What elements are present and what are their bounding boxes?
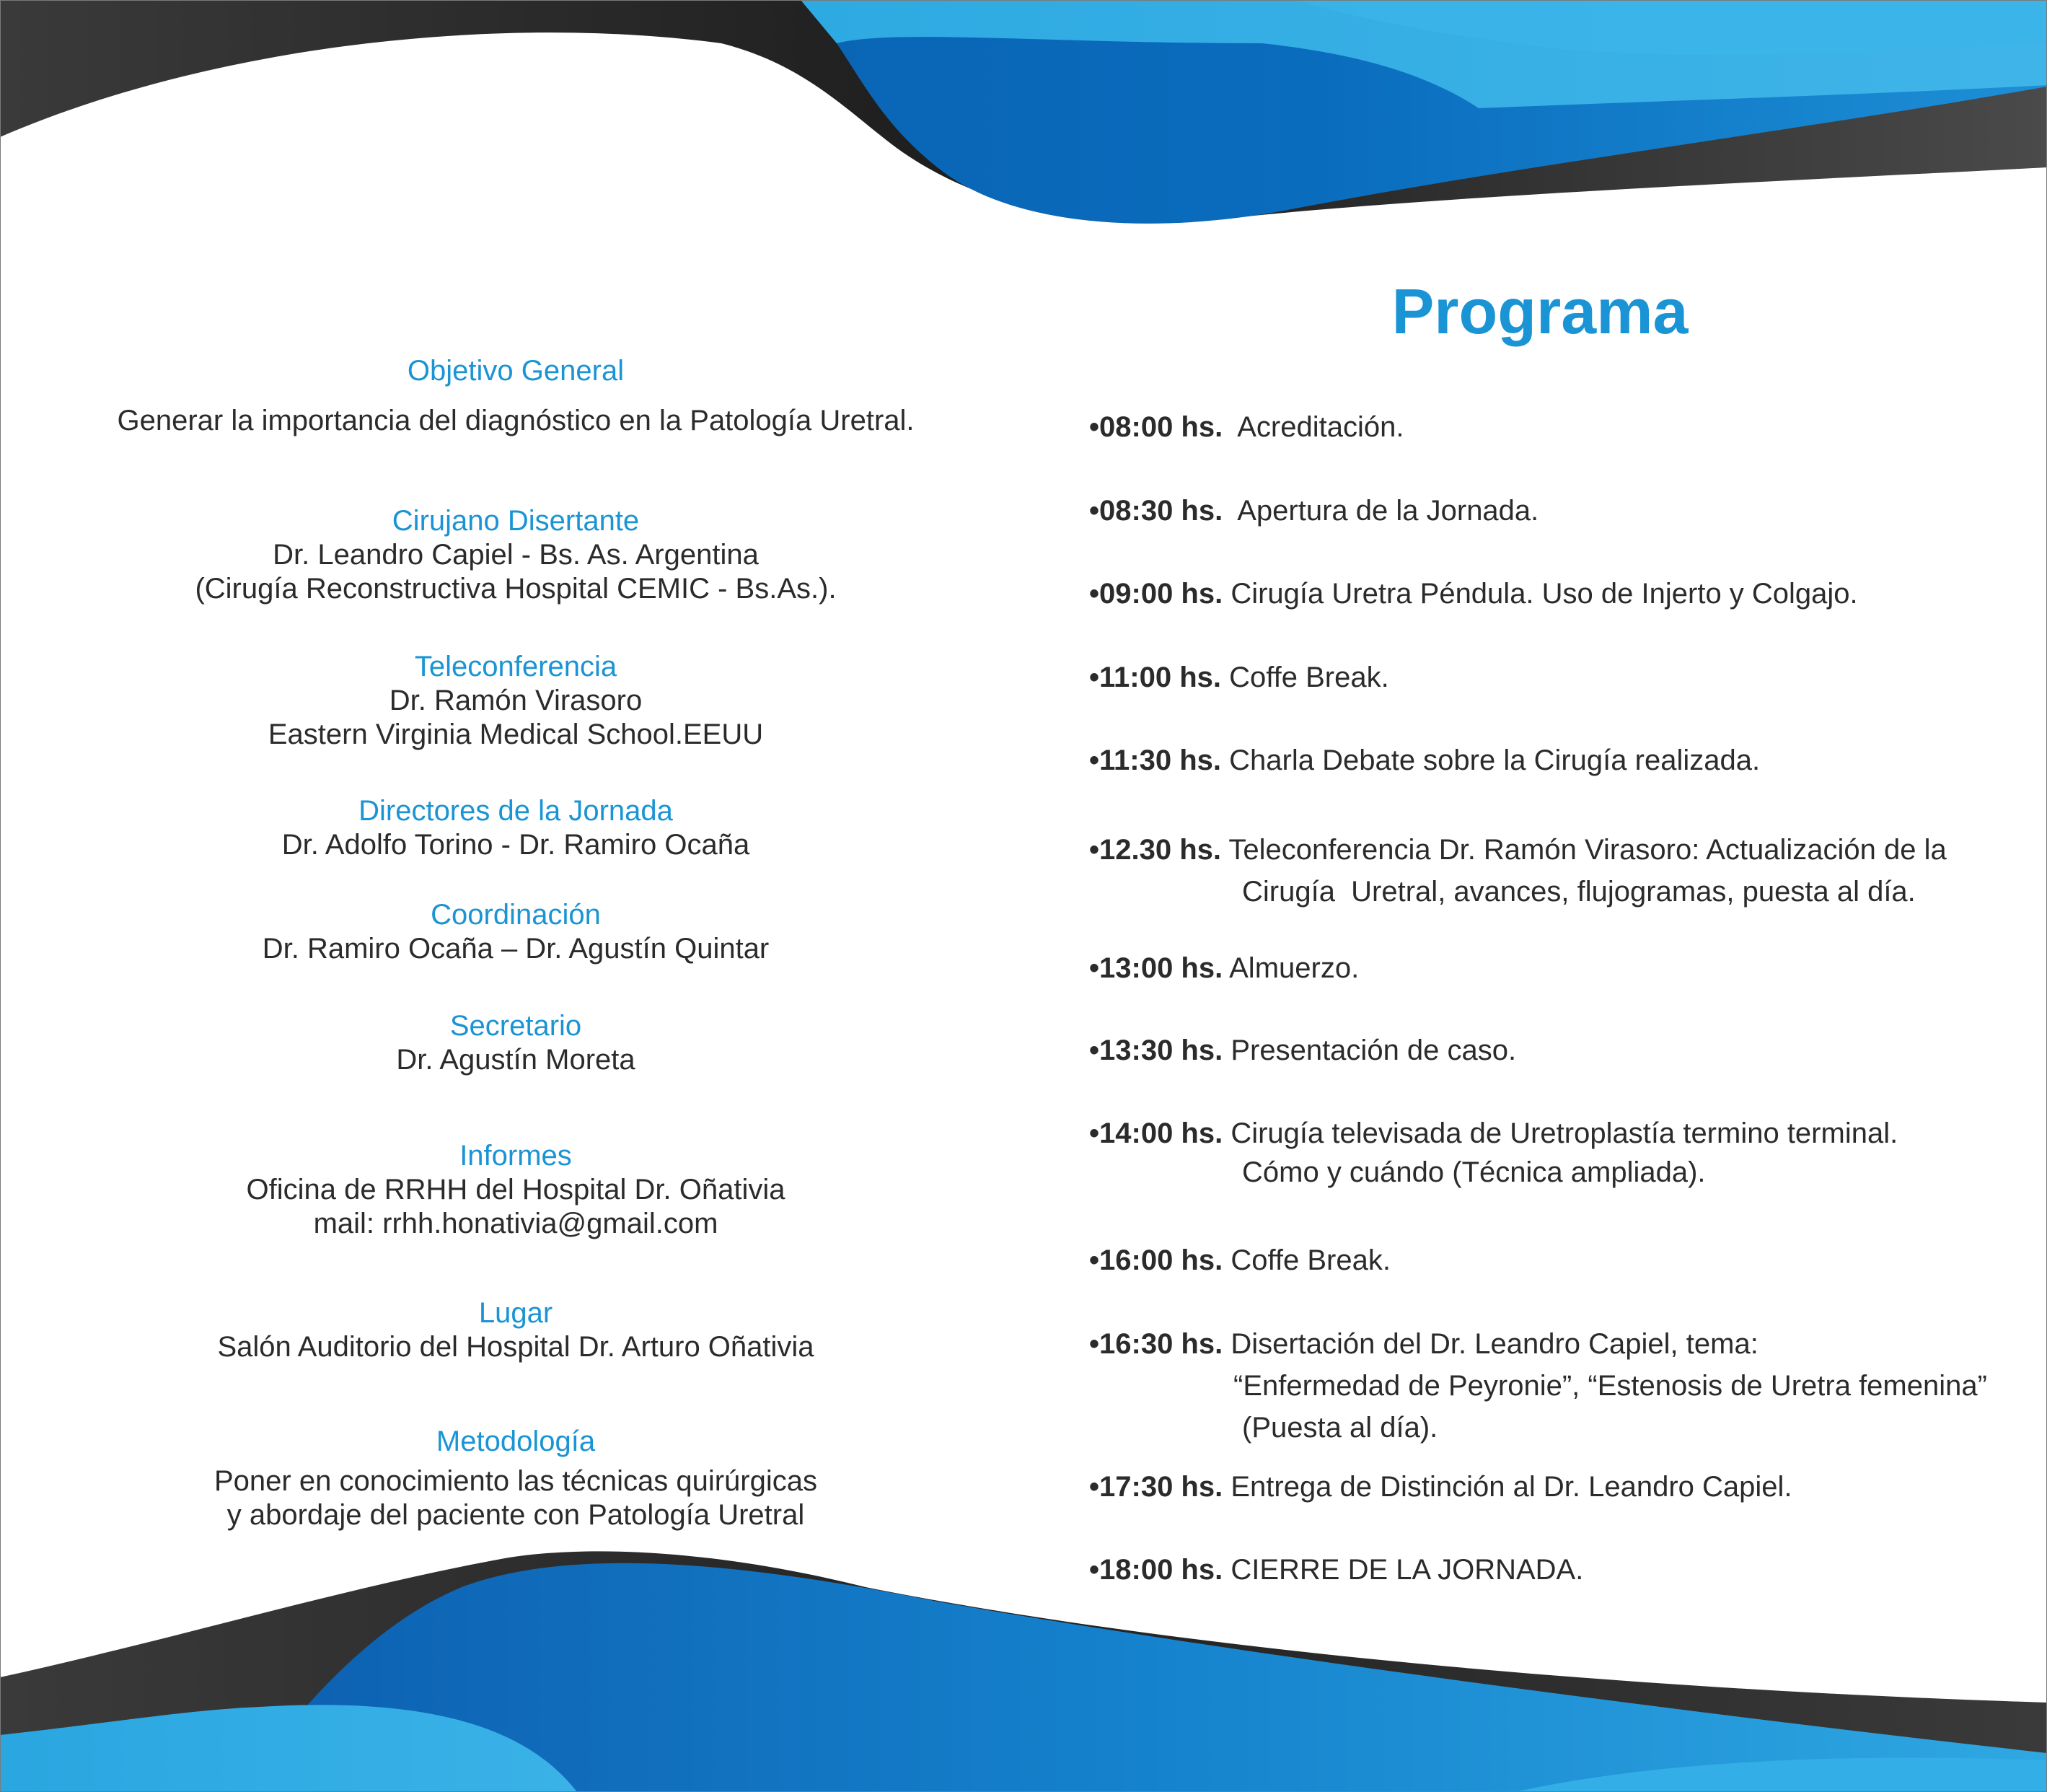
- program-text-continued: “Enfermedad de Peyronie”, “Estenosis de Uretra femenina”: [1233, 1370, 1987, 1402]
- program-time: •16:00 hs.: [1089, 1244, 1223, 1276]
- program-item: [1089, 1029, 2027, 1071]
- program-text: Coffe Break.: [1221, 662, 1389, 693]
- program-item: [1089, 573, 2027, 615]
- section-heading: Teleconferencia: [414, 651, 617, 682]
- program-title: Programa: [1391, 276, 1689, 347]
- section-teleconferencia: [43, 649, 988, 752]
- section-heading: Lugar: [478, 1297, 553, 1329]
- section-text: Dr. Adolfo Torino - Dr. Ramiro Ocaña: [281, 829, 750, 861]
- section-text: Salón Auditorio del Hospital Dr. Arturo Oñativia: [217, 1331, 814, 1363]
- section-heading: Coordinación: [431, 899, 601, 931]
- program-item: [1089, 1239, 2027, 1281]
- program-item: [1089, 947, 2027, 989]
- section-heading: Informes: [459, 1140, 572, 1172]
- program-text: Coffe Break.: [1223, 1244, 1391, 1276]
- section-coordinacion: [43, 897, 988, 966]
- program-text-continued: (Puesta al día).: [1242, 1412, 1438, 1444]
- program-item: [1089, 739, 2027, 781]
- section-lugar: [43, 1296, 988, 1364]
- program-text: Disertación del Dr. Leandro Capiel, tema:: [1223, 1328, 1758, 1360]
- program-item: [1089, 829, 2027, 913]
- section-informes: [43, 1138, 988, 1241]
- program-text: CIERRE DE LA JORNADA.: [1223, 1554, 1584, 1586]
- program-item: [1089, 1466, 2027, 1508]
- program-text: Cirugía televisada de Uretroplastía termino terminal.: [1223, 1117, 1898, 1149]
- program-time: •12.30 hs.: [1089, 834, 1222, 866]
- section-text: (Cirugía Reconstructiva Hospital CEMIC - Bs.As.).: [195, 573, 837, 605]
- program-time: •08:30 hs.: [1089, 495, 1223, 527]
- section-heading: Metodología: [436, 1426, 596, 1457]
- section-heading: Cirujano Disertante: [392, 505, 640, 537]
- program-time: •09:00 hs.: [1089, 578, 1223, 610]
- section-objetivo: [43, 353, 988, 438]
- program-text: Presentación de caso.: [1223, 1035, 1517, 1066]
- section-text: Dr. Ramón Virasoro: [389, 685, 643, 716]
- program-item: [1089, 490, 2027, 532]
- section-secretario: [43, 1009, 988, 1077]
- email-text: mail: rrhh.honativia@gmail.com: [313, 1208, 718, 1239]
- program-text-continued: Cirugía Uretral, avances, flujogramas, puesta al día.: [1242, 876, 1916, 908]
- program-text: Charla Debate sobre la Cirugía realizada.: [1221, 745, 1761, 776]
- program-item: [1089, 1323, 2027, 1449]
- section-directores: [43, 794, 988, 862]
- program-time: •14:00 hs.: [1089, 1117, 1223, 1149]
- program-time: •08:00 hs.: [1089, 411, 1223, 443]
- section-text: Dr. Agustín Moreta: [396, 1044, 635, 1076]
- section-text: Oficina de RRHH del Hospital Dr. Oñativia: [246, 1174, 785, 1205]
- program-text-continued: Cómo y cuándo (Técnica ampliada).: [1242, 1156, 1706, 1188]
- top-wave-decoration: [0, 0, 2047, 245]
- program-text: Acreditación.: [1223, 411, 1404, 443]
- program-text: Almuerzo.: [1223, 952, 1360, 984]
- section-heading: Directores de la Jornada: [358, 795, 673, 827]
- section-text: y abordaje del paciente con Patología Uretral: [226, 1499, 805, 1531]
- program-item: [1089, 656, 2027, 698]
- program-text: Teleconferencia Dr. Ramón Virasoro: Actualización de la: [1221, 834, 1947, 866]
- program-time: •17:30 hs.: [1089, 1471, 1223, 1503]
- program-item: [1089, 1549, 2027, 1591]
- program-text: Cirugía Uretra Péndula. Uso de Injerto y Colgajo.: [1223, 578, 1858, 610]
- section-heading: Secretario: [449, 1010, 582, 1042]
- program-text: Apertura de la Jornada.: [1223, 495, 1539, 527]
- program-time: •11:30 hs.: [1089, 745, 1222, 776]
- section-heading: Objetivo General: [407, 355, 625, 387]
- program-item: [1089, 1112, 2027, 1193]
- program-time: •13:00 hs.: [1089, 952, 1223, 984]
- program-time: •13:30 hs.: [1089, 1035, 1223, 1066]
- program-item: [1089, 406, 2027, 448]
- program-time: •16:30 hs.: [1089, 1328, 1223, 1360]
- section-metodologia: [43, 1424, 988, 1532]
- program-text: Entrega de Distinción al Dr. Leandro Capiel.: [1223, 1471, 1792, 1503]
- program-time: •11:00 hs.: [1089, 662, 1222, 693]
- section-text: Eastern Virginia Medical School.EEUU: [268, 719, 764, 750]
- section-text: Dr. Leandro Capiel - Bs. As. Argentina: [273, 539, 759, 571]
- section-cirujano: [43, 504, 988, 606]
- section-text: Poner en conocimiento las técnicas quirúrgicas: [214, 1465, 817, 1497]
- program-time: •18:00 hs.: [1089, 1554, 1223, 1586]
- section-text: Generar la importancia del diagnóstico en la Patología Uretral.: [117, 405, 915, 436]
- section-text: Dr. Ramiro Ocaña – Dr. Agustín Quintar: [262, 933, 770, 965]
